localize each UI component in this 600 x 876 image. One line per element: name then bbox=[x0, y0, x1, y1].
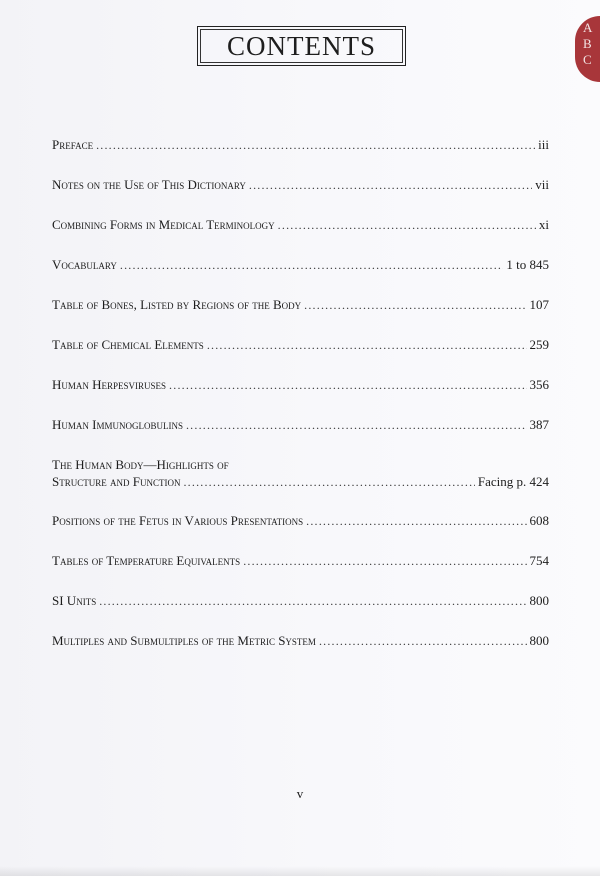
page-bottom-edge bbox=[0, 866, 600, 876]
dot-leader bbox=[278, 217, 536, 234]
toc-entry-title: Table of Chemical Elements bbox=[52, 337, 204, 352]
toc-entry-title: Tables of Temperature Equivalents bbox=[52, 553, 241, 568]
toc-entry-title: Vocabulary bbox=[52, 257, 117, 272]
dot-leader bbox=[96, 137, 535, 154]
dot-leader bbox=[186, 417, 527, 434]
thumb-index-tab bbox=[575, 16, 600, 82]
dot-leader bbox=[207, 337, 527, 354]
thumb-letter-a: A bbox=[583, 20, 593, 35]
toc-entry-title: Structure and Function bbox=[52, 474, 181, 489]
toc-entry-title: Combining Forms in Medical Terminology bbox=[52, 217, 275, 232]
thumb-letter-c: C bbox=[583, 52, 592, 67]
toc-entry-title: Positions of the Fetus in Various Presentations bbox=[52, 513, 304, 528]
page-title: CONTENTS bbox=[227, 30, 376, 61]
toc-entry-immunoglobulins[interactable] bbox=[52, 416, 549, 433]
toc-entry-combining-forms[interactable] bbox=[52, 216, 549, 233]
thumb-index-letters bbox=[583, 20, 592, 68]
toc-entry-title: Table of Bones, Listed by Regions of the Body bbox=[52, 297, 302, 312]
dot-leader bbox=[249, 177, 532, 194]
toc-entry-page: 356 bbox=[529, 377, 549, 392]
toc-entry-chemical-elements[interactable] bbox=[52, 336, 549, 353]
toc-entry-page: vii bbox=[535, 177, 549, 192]
toc-entry-page: xi bbox=[538, 217, 549, 232]
toc-entry-page: 608 bbox=[529, 513, 549, 528]
toc-entry-metric-multiples[interactable] bbox=[52, 632, 549, 649]
contents-title-box bbox=[197, 26, 406, 66]
toc-entry-page: 800 bbox=[529, 593, 549, 608]
dot-leader bbox=[304, 297, 526, 314]
toc-entry-title: Preface bbox=[52, 137, 94, 152]
toc-entry-vocabulary[interactable] bbox=[52, 256, 549, 273]
toc-entry-title: Multiples and Submultiples of the Metric System bbox=[52, 633, 316, 648]
dot-leader bbox=[243, 553, 526, 570]
toc-entry-page: 387 bbox=[529, 417, 549, 432]
toc-entry-human-body[interactable] bbox=[52, 456, 549, 490]
toc-entry-page: 754 bbox=[529, 553, 549, 568]
dot-leader bbox=[319, 633, 527, 650]
toc-entry-preface[interactable] bbox=[52, 136, 549, 153]
toc-entry-page: 259 bbox=[529, 337, 549, 352]
dot-leader bbox=[183, 474, 474, 491]
dot-leader bbox=[99, 593, 526, 610]
dot-leader bbox=[306, 513, 526, 530]
toc-entry-page: Facing p. 424 bbox=[477, 474, 549, 489]
toc-entry-title: SI Units bbox=[52, 593, 97, 608]
dot-leader bbox=[169, 377, 526, 394]
toc-entry-page: 800 bbox=[529, 633, 549, 648]
toc-entry-title: Human Herpesviruses bbox=[52, 377, 167, 392]
toc-entry-title: Notes on the Use of This Dictionary bbox=[52, 177, 246, 192]
toc-entry-herpesviruses[interactable] bbox=[52, 376, 549, 393]
toc-entry-fetus-positions[interactable] bbox=[52, 512, 549, 529]
toc-entry-title-line1: The Human Body—Highlights of bbox=[52, 457, 229, 472]
toc-entry-table-of-bones[interactable] bbox=[52, 296, 549, 313]
toc-entry-temperature[interactable] bbox=[52, 552, 549, 569]
toc-entry-page: iii bbox=[538, 137, 549, 152]
thumb-letter-b: B bbox=[583, 36, 592, 51]
toc-entry-notes-on-use[interactable] bbox=[52, 176, 549, 193]
toc-entry-page: 1 to 845 bbox=[506, 257, 549, 272]
toc-entry-title: Human Immunoglobulins bbox=[52, 417, 183, 432]
toc-entry-page: 107 bbox=[529, 297, 549, 312]
toc-entry-si-units[interactable] bbox=[52, 592, 549, 609]
page-number: v bbox=[296, 786, 304, 801]
dot-leader bbox=[120, 257, 503, 274]
